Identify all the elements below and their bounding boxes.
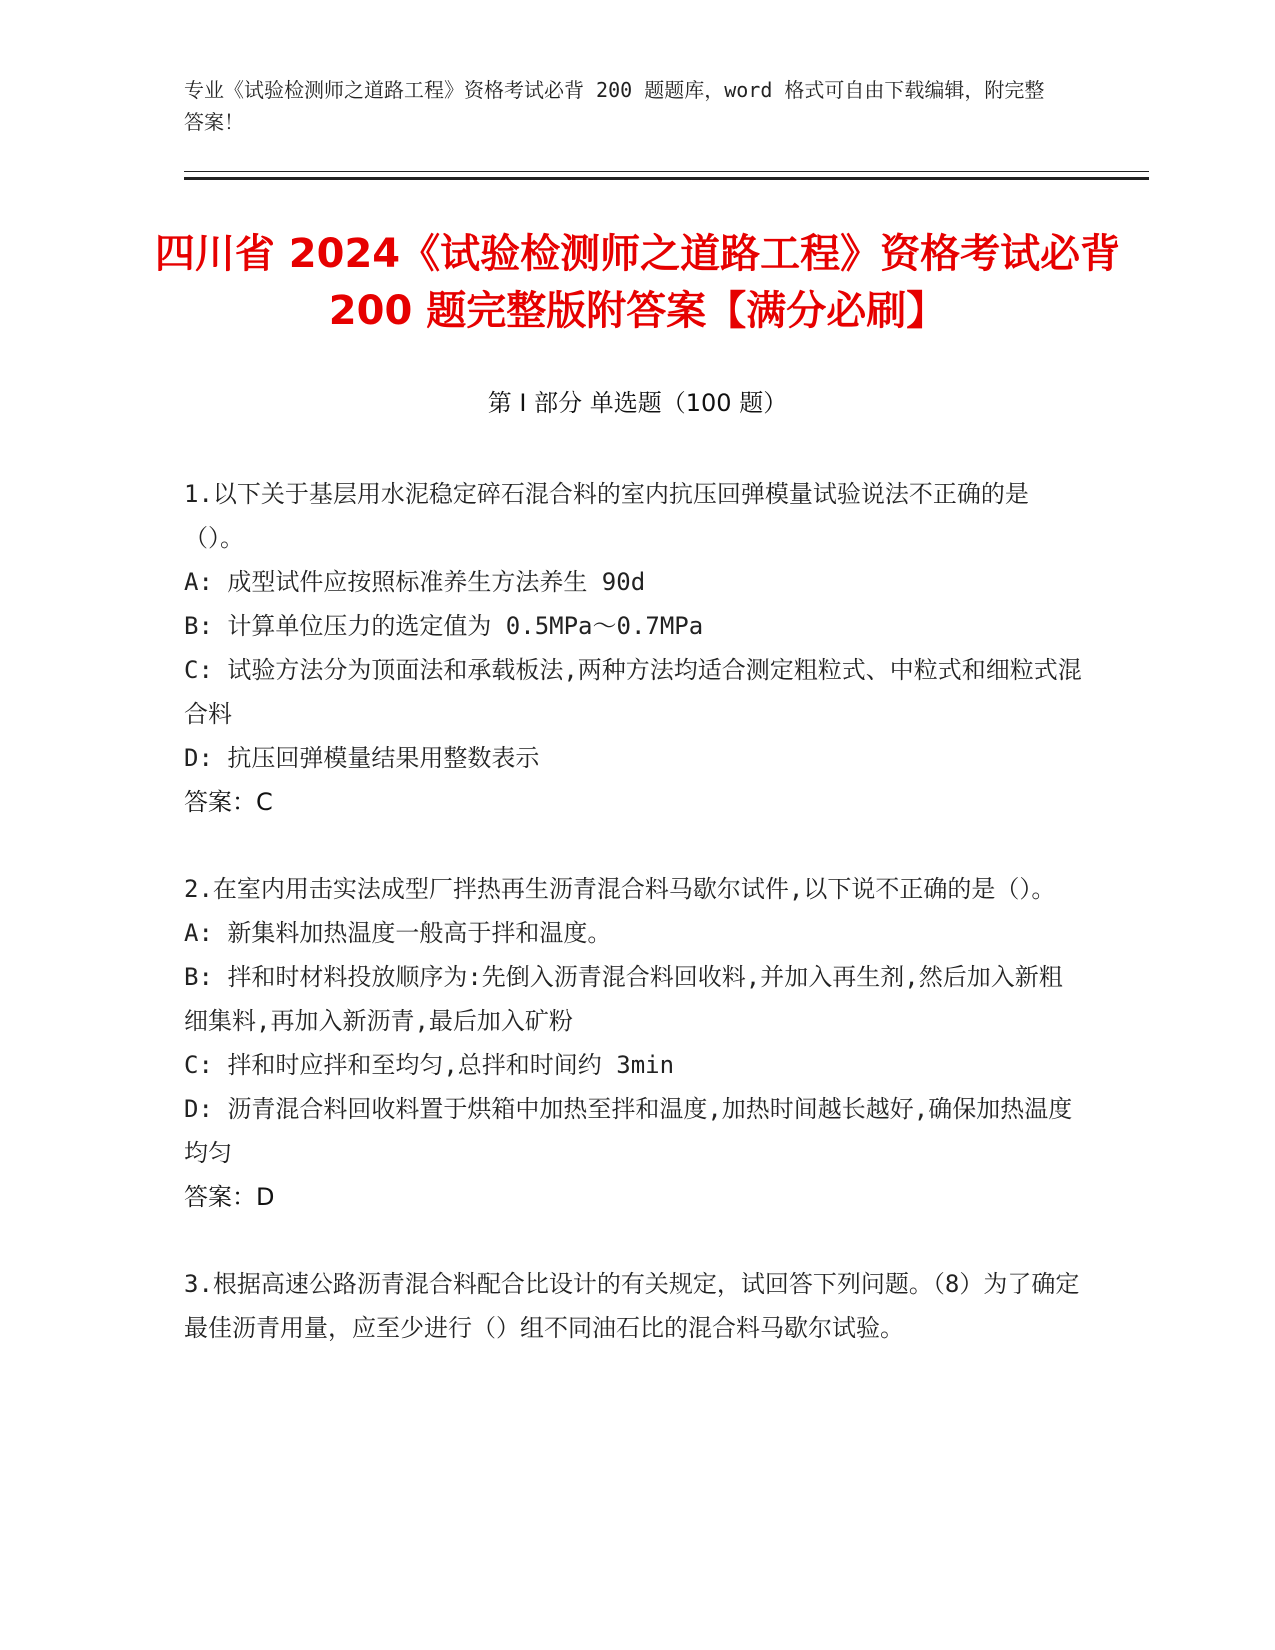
question-item	[184, 472, 1084, 824]
option-c: C: 试验方法分为顶面法和承载板法,两种方法均适合测定粗粒式、中粒式和细粒式混合料	[184, 656, 1082, 728]
question-list	[184, 472, 1084, 1393]
option-b: B: 拌和时材料投放顺序为:先倒入沥青混合料回收料,并加入再生剂,然后加入新粗细集料,再加入新沥青,最后加入矿粉	[184, 963, 1063, 1035]
header-divider-thin	[184, 171, 1149, 172]
option-c: C: 拌和时应拌和至均匀,总拌和时间约 3min	[184, 1051, 675, 1079]
question-item	[184, 867, 1084, 1219]
document-title: 四川省 2024《试验检测师之道路工程》资格考试必背 200 题完整版附答案【满分必刷】	[154, 231, 1121, 334]
option-b: B: 计算单位压力的选定值为 0.5MPa～0.7MPa	[184, 612, 704, 640]
option-d: D: 沥青混合料回收料置于烘箱中加热至拌和温度,加热时间越长越好,确保加热温度均匀	[184, 1095, 1073, 1167]
question-text: 2.在室内用击实法成型厂拌热再生沥青混合料马歇尔试件,以下说不正确的是（）。	[184, 875, 1056, 903]
header-note: 专业《试验检测师之道路工程》资格考试必背 200 题题库，word 格式可自由下载编辑，附完整答案！	[184, 78, 1045, 134]
header-divider-thick	[184, 177, 1149, 180]
option-d: D: 抗压回弹模量结果用整数表示	[184, 744, 540, 772]
question-text: 1.以下关于基层用水泥稳定碎石混合料的室内抗压回弹模量试验说法不正确的是（）。	[184, 480, 1029, 552]
answer-line: 答案：D	[184, 1183, 275, 1211]
section-heading: 第 I 部分 单选题（100 题）	[487, 389, 788, 417]
question-item	[184, 1262, 1084, 1350]
question-text: 3.根据高速公路沥青混合料配合比设计的有关规定，试回答下列问题。（8）为了确定最佳沥青用量，应至少进行（）组不同油石比的混合料马歇尔试验。	[184, 1270, 1080, 1342]
answer-line: 答案：C	[184, 788, 273, 816]
option-a: A: 成型试件应按照标准养生方法养生 90d	[184, 568, 646, 596]
option-a: A: 新集料加热温度一般高于拌和温度。	[184, 919, 612, 947]
